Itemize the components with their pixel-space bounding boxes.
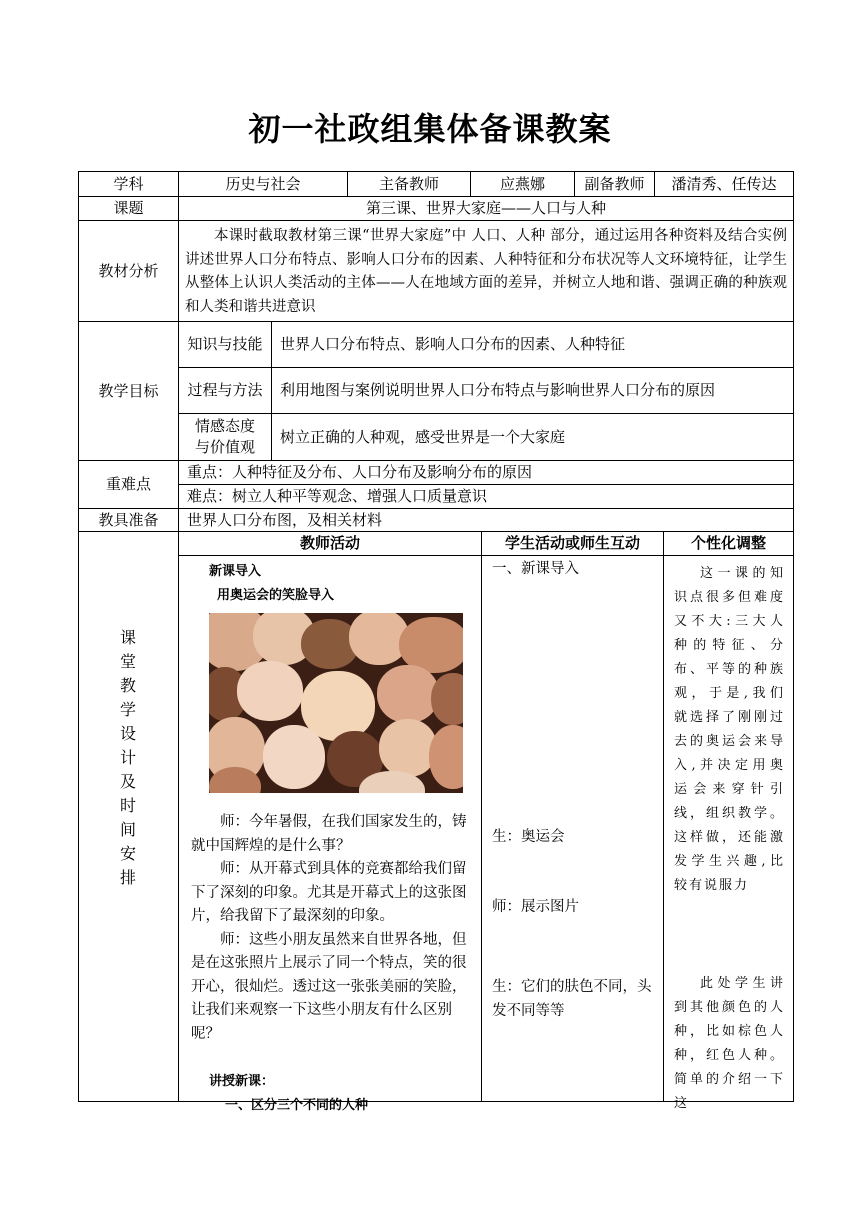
analysis-paragraph: 本课时截取教材第三课“世界大家庭”中 人口、人种 部分，通过运用各种资料及结合实例讲述世界人口分布特点、影响人口分布的因素、人种特征和分布状况等人文环境特征，让学生从整体上认识人类活动的主体——人在地域方面的差异，并树立人地和谐、强调正确的种族观和人类和谐共进意识 [185, 228, 787, 315]
new-lesson-title: 讲授新课： [209, 1074, 275, 1089]
lead-teacher-label: 主备教师 [348, 172, 471, 197]
design-label-cell [79, 532, 179, 1101]
goal-process-label: 过程与方法 [179, 368, 272, 414]
design-label: 课堂教学设计及时间安排 [119, 628, 136, 887]
goal-process-value: 利用地图与案例说明世界人口分布特点与影响世界人口分布的原因 [272, 368, 793, 414]
keypoint-main: 重点：人种特征及分布、人口分布及影响分布的原因 [179, 461, 793, 485]
tools-label: 教具准备 [79, 509, 179, 532]
teacher-line-2: 师：从开幕式到具体的竞赛都给我们留下了深刻的印象。尤其是开幕式上的这张图片，给我留下了最深刻的印象。 [191, 861, 467, 924]
subject-label: 学科 [79, 172, 179, 197]
assist-teacher-label: 副备教师 [575, 172, 655, 197]
subject-value: 历史与社会 [179, 172, 348, 197]
goal-knowledge-label: 知识与技能 [179, 322, 272, 368]
topic-label: 课题 [79, 197, 179, 221]
student-line-2: 师：展示图片 [492, 899, 579, 915]
intro-title: 新课导入 [209, 564, 262, 579]
col-student-header: 学生活动或师生互动 [482, 532, 664, 556]
analysis-text [179, 221, 793, 322]
lesson-plan-table [78, 171, 794, 1113]
teacher-activity [179, 556, 482, 1113]
col-teacher-header: 教师活动 [179, 532, 482, 556]
teacher-line-3: 师：这些小朋友虽然来自世界各地，但是在这张照片上展示了同一个特点，笑的很开心，很灿烂。透过这一张张美丽的笑脸，让我们来观察一下这些小朋友有什么区别呢？ [191, 931, 467, 1042]
section-1-title: 一、区分三个不同的人种 [225, 1097, 369, 1113]
intro-subtitle: 用奥运会的笑脸导入 [217, 587, 335, 603]
adjust-notes [664, 556, 793, 1111]
goal-attitude-value: 树立正确的人种观，感受世界是一个大家庭 [272, 414, 793, 461]
goal-knowledge-value: 世界人口分布特点、影响人口分布的因素、人种特征 [272, 322, 793, 368]
adjust-note-1: 这一课的知识点很多但难度又不大:三大人种的特征、分布、平等的种族观，于是,我们就选择了刚刚过去的奥运会来导入,并决定用奥运会来穿针引线，组织教学。这样做，还能激发学生兴趣,比较有说服力 [674, 566, 785, 893]
goals-label: 教学目标 [79, 322, 179, 461]
student-line-3: 生：它们的肤色不同，头发不同等等 [492, 979, 652, 1019]
page-title: 初一社政组集体备课教案 [248, 110, 612, 148]
tools-value: 世界人口分布图，及相关材料 [179, 509, 793, 532]
teacher-line-1: 师：今年暑假，在我们国家发生的，铸就中国辉煌的是什么事？ [191, 814, 467, 854]
goal-attitude-label: 情感态度与价值观 [179, 414, 272, 461]
adjust-note-2: 此处学生讲到其他颜色的人种，比如棕色人种，红色人种。简单的介绍一下这 [674, 976, 785, 1111]
analysis-label: 教材分析 [79, 221, 179, 322]
keypoints-label: 重难点 [79, 461, 179, 509]
student-intro: 一、新课导入 [492, 561, 579, 577]
student-activity [482, 556, 664, 1101]
assist-teacher-value: 潘清秀、任传达 [655, 172, 793, 197]
olympic-smiles-photo [209, 613, 463, 793]
topic-value: 第三课、世界大家庭——人口与人种 [179, 197, 793, 221]
student-line-1: 生：奥运会 [492, 829, 565, 845]
lead-teacher-value: 应燕娜 [471, 172, 575, 197]
keypoint-difficult: 难点：树立人种平等观念、增强人口质量意识 [179, 485, 793, 509]
col-adjust-header: 个性化调整 [664, 532, 793, 556]
